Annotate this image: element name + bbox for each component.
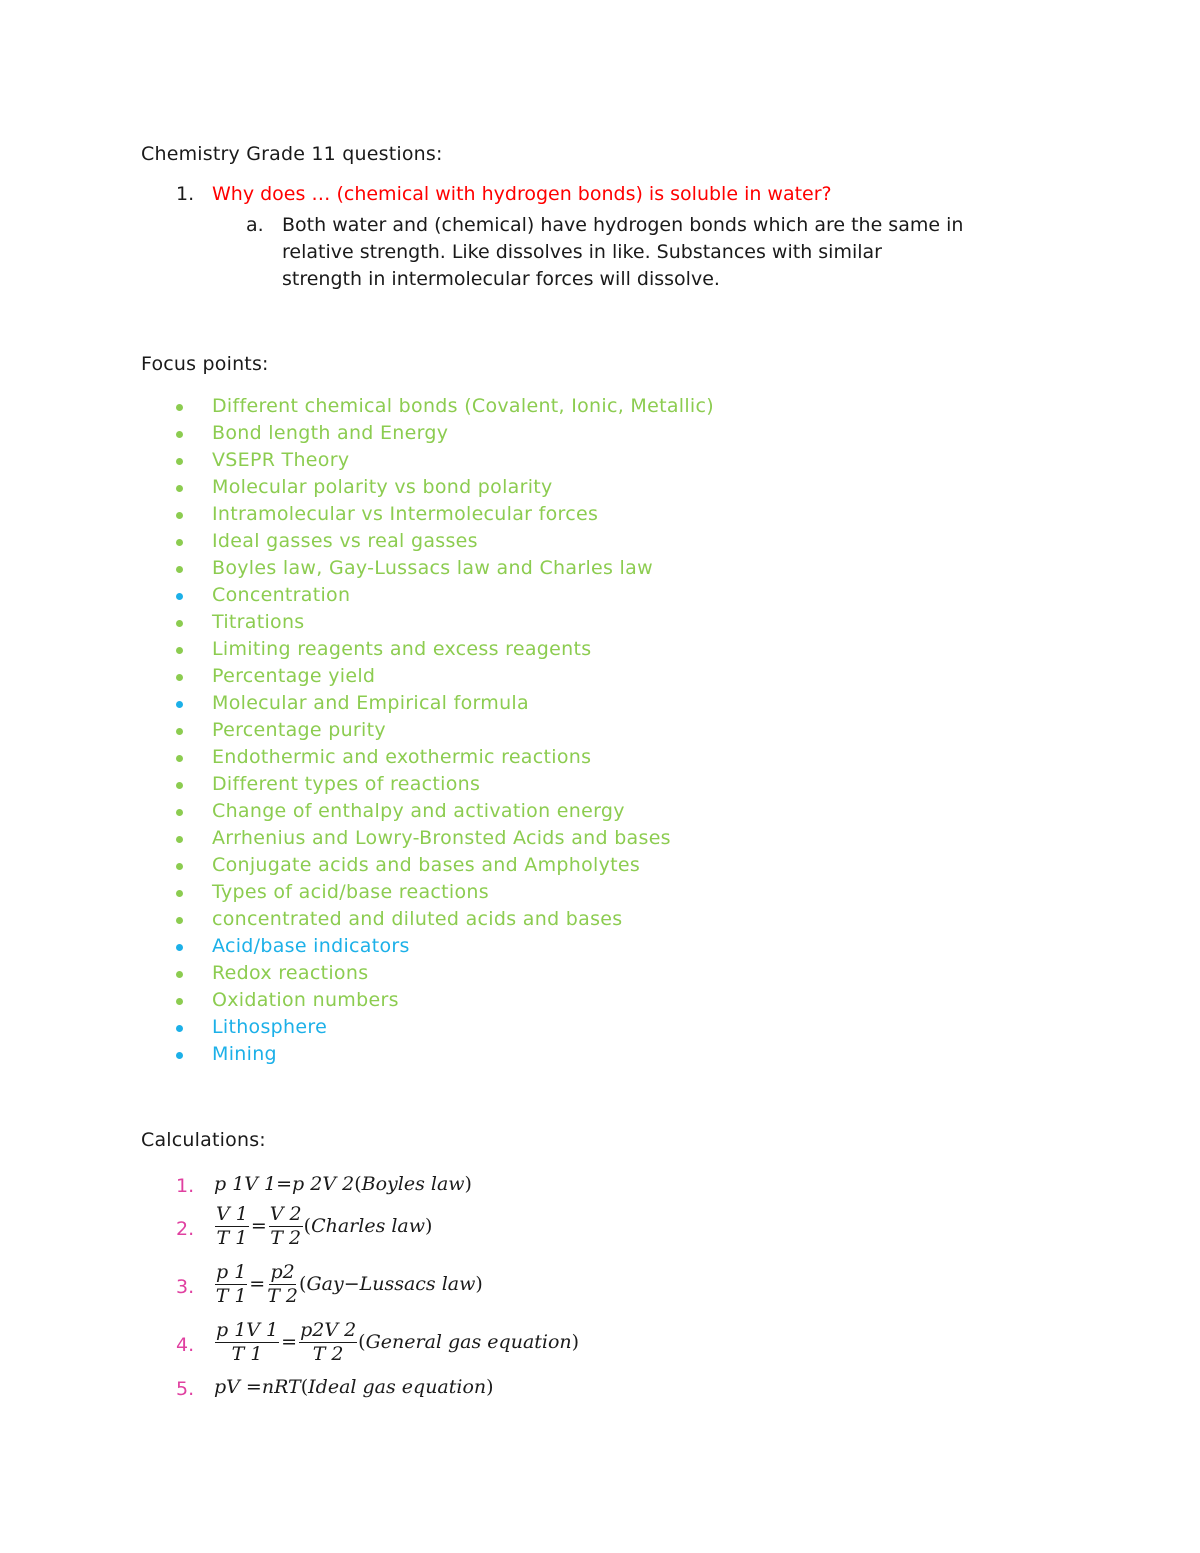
bullet-icon xyxy=(176,647,183,654)
bullet-icon xyxy=(176,971,183,978)
focus-point-text: Ideal gasses vs real gasses xyxy=(212,530,478,552)
bullet-icon xyxy=(176,1025,183,1032)
question-number: 1. xyxy=(176,183,195,205)
fraction-numerator: p2 xyxy=(270,1261,295,1283)
bullet-icon xyxy=(176,890,183,897)
bullet-icon xyxy=(176,512,183,519)
question-text: Why does … (chemical with hydrogen bonds) is soluble in water? xyxy=(212,183,832,205)
focus-point-text: Oxidation numbers xyxy=(212,989,399,1011)
fraction xyxy=(269,1205,303,1249)
bullet-icon xyxy=(176,755,183,762)
focus-point-text: Titrations xyxy=(212,611,305,633)
fraction xyxy=(215,1205,249,1249)
formula-gay-lussacs-law: $\frac{p 1}{T 1}$ = $\frac{p2}{T 2}$ ( Gay−Lussacs law ) xyxy=(215,1261,483,1307)
calculations-heading: Calculations: xyxy=(141,1129,266,1151)
focus-point-text: VSEPR Theory xyxy=(212,449,350,471)
fraction-denominator: T 2 xyxy=(267,1284,299,1307)
fraction-denominator: T 2 xyxy=(270,1226,302,1249)
fraction-denominator: T 1 xyxy=(231,1342,263,1365)
fraction-denominator: T 2 xyxy=(312,1342,344,1365)
calculation-number: 5. xyxy=(176,1378,195,1400)
focus-point-text: Acid/base indicators xyxy=(212,935,410,957)
fraction xyxy=(215,1321,279,1365)
focus-point-text: Endothermic and exothermic reactions xyxy=(212,746,592,768)
focus-heading: Focus points: xyxy=(141,353,269,375)
calculation-number: 2. xyxy=(176,1218,195,1240)
answer-line: strength in intermolecular forces will dissolve. xyxy=(282,268,720,290)
focus-point-text: Arrhenius and Lowry-Bronsted Acids and bases xyxy=(212,827,671,849)
formula-general-gas-equation: $\frac{p 1V 1}{T 1}$ = $\frac{p2V 2}{T 2}$ ( General gas equation ) xyxy=(216,1319,580,1365)
focus-point-text: Concentration xyxy=(212,584,351,606)
bullet-icon xyxy=(176,485,183,492)
formula-label: Charles law xyxy=(311,1215,426,1238)
formula-label: Ideal gas equation xyxy=(308,1376,487,1398)
focus-point-text: Different chemical bonds (Covalent, Ionic, Metallic) xyxy=(212,395,714,417)
answer-marker: a. xyxy=(246,214,264,236)
bullet-icon xyxy=(176,1052,183,1059)
bullet-icon xyxy=(176,917,183,924)
bullet-icon xyxy=(176,998,183,1005)
fraction-numerator: p 1V 1 xyxy=(216,1319,279,1341)
answer-text xyxy=(282,212,1082,293)
fraction-numerator: p 1 xyxy=(216,1261,247,1283)
focus-point-text: Bond length and Energy xyxy=(212,422,449,444)
bullet-icon xyxy=(176,701,183,708)
formula-label: Boyles law xyxy=(361,1173,465,1195)
focus-point-text: Intramolecular vs Intermolecular forces xyxy=(212,503,599,525)
calculation-number: 3. xyxy=(176,1276,195,1298)
formula-expression: p 1V 1=p 2V 2 xyxy=(214,1173,355,1195)
focus-point-text: Boyles law, Gay-Lussacs law and Charles law xyxy=(212,557,653,579)
focus-point-text: Lithosphere xyxy=(212,1016,328,1038)
formula-charles-law: $\frac{V 1}{T 1}$ = $\frac{V 2}{T 2}$ ( Charles law ) xyxy=(216,1203,433,1249)
bullet-icon xyxy=(176,863,183,870)
fraction xyxy=(299,1321,357,1365)
bullet-icon xyxy=(176,431,183,438)
answer-line: Both water and (chemical) have hydrogen bonds which are the same in xyxy=(282,214,964,236)
bullet-icon xyxy=(176,566,183,573)
formula-expression: pV =nRT xyxy=(214,1376,301,1398)
focus-point-text: Redox reactions xyxy=(212,962,369,984)
formula-ideal-gas-equation: pV =nRT ( Ideal gas equation ) xyxy=(214,1376,494,1398)
focus-point-text: Different types of reactions xyxy=(212,773,481,795)
bullet-icon xyxy=(176,728,183,735)
bullet-icon xyxy=(176,404,183,411)
fraction-numerator: p2V 2 xyxy=(300,1319,357,1341)
fraction-numerator: V 1 xyxy=(216,1203,248,1225)
focus-point-text: Molecular polarity vs bond polarity xyxy=(212,476,553,498)
bullet-icon xyxy=(176,539,183,546)
calculation-number: 4. xyxy=(176,1334,195,1356)
formula-boyles-law: p 1V 1=p 2V 2 ( Boyles law ) xyxy=(214,1173,472,1195)
focus-point-text: Limiting reagents and excess reagents xyxy=(212,638,592,660)
focus-point-text: Percentage purity xyxy=(212,719,386,741)
fraction xyxy=(215,1263,247,1307)
fraction xyxy=(267,1263,298,1307)
bullet-icon xyxy=(176,674,183,681)
bullet-icon xyxy=(176,593,183,600)
fraction-denominator: T 1 xyxy=(215,1284,247,1307)
focus-point-text: Change of enthalpy and activation energy xyxy=(212,800,625,822)
focus-point-text: Types of acid/base reactions xyxy=(212,881,489,903)
bullet-icon xyxy=(176,836,183,843)
answer-line: relative strength. Like dissolves in like. Substances with similar xyxy=(282,241,882,263)
focus-point-text: Percentage yield xyxy=(212,665,376,687)
questions-heading: Chemistry Grade 11 questions: xyxy=(141,143,443,165)
focus-point-text: Mining xyxy=(212,1043,277,1065)
focus-point-text: Molecular and Empirical formula xyxy=(212,692,529,714)
bullet-icon xyxy=(176,620,183,627)
focus-point-text: concentrated and diluted acids and bases xyxy=(212,908,623,930)
bullet-icon xyxy=(176,809,183,816)
bullet-icon xyxy=(176,944,183,951)
calculation-number: 1. xyxy=(176,1175,195,1197)
fraction-numerator: V 2 xyxy=(269,1203,302,1225)
formula-label: General gas equation xyxy=(365,1331,572,1354)
bullet-icon xyxy=(176,458,183,465)
fraction-denominator: T 1 xyxy=(216,1226,248,1249)
focus-point-text: Conjugate acids and bases and Ampholytes xyxy=(212,854,641,876)
bullet-icon xyxy=(176,782,183,789)
formula-label: Gay−Lussacs law xyxy=(306,1273,476,1296)
